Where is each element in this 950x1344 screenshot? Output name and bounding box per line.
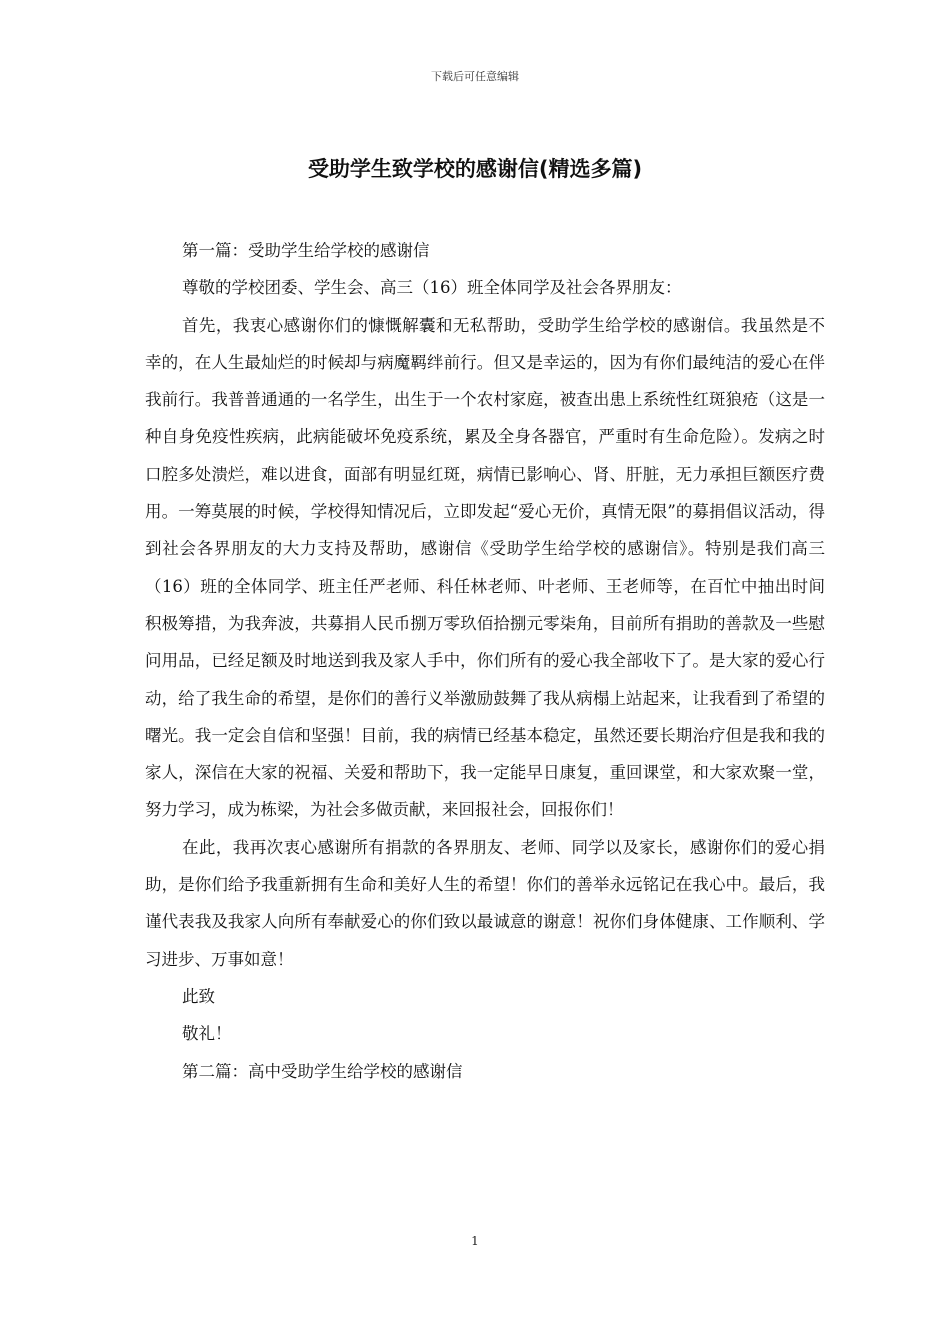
- section-heading-2: 第二篇：高中受助学生给学校的感谢信: [182, 1061, 463, 1081]
- salutation: 尊敬的学校团委、学生会、高三（16）班全体同学及社会各界朋友：: [182, 278, 682, 298]
- header-note: 下载后可任意编辑: [431, 70, 519, 83]
- body-paragraph-1: 首先，我衷心感谢你们的慷慨解囊和无私帮助，受助学生给学校的感谢信。我虽然是不幸的，在人生最灿烂的时候却与病魔羁绊前行。但又是幸运的，因为有你们最纯洁的爱心在伴我前行。我普普通通的一名学生，出生于一个农村家庭，被查出患上系统性红斑狼疮（这是一种自身免疫性疾病，此病能破坏免疫系统，累及全身各器官，严重时有生命危险）。发病之时口腔多处溃烂，难以进食，面部有明显红斑，病情已影响心、肾、肝脏，无力承担巨额医疗费用。一筹莫展的时候，学校得知情况后，立即发起“爱心无价，真情无限”的募捐倡议活动，得到社会各界朋友的大力支持及帮助，感谢信《受助学生给学校的感谢信》。特别是我们高三（16）班的全体同学、班主任严老师、科任林老师、叶老师、王老师等，在百忙中抽出时间积极筹措，为我奔波，共募捐人民币捌万零玖佰拾捌元零柒角，目前所有捐助的善款及一些慰问用品，已经足额及时地送到我及家人手中，你们所有的爱心我全部收下了。是大家的爱心行动，给了我生命的希望，是你们的善行义举激励鼓舞了我从病榻上站起来，让我看到了希望的曙光。我一定会自信和坚强！目前，我的病情已经基本稳定，虽然还要长期治疗但是我和我的家人，深信在大家的祝福、关爱和帮助下，我一定能早日康复，重回课堂，和大家欢聚一堂，努力学习，成为栋梁，为社会多做贡献，来回报社会，回报你们！: [145, 315, 825, 820]
- document-body: [145, 232, 825, 1090]
- closing-line-1: 此致: [182, 986, 215, 1006]
- page-number: 1: [471, 1234, 479, 1248]
- document-title: 受助学生致学校的感谢信(精选多篇): [307, 157, 643, 181]
- section-heading-1: 第一篇：受助学生给学校的感谢信: [182, 241, 430, 260]
- body-paragraph-2: 在此，我再次衷心感谢所有捐款的各界朋友、老师、同学以及家长，感谢你们的爱心捐助，是你们给予我重新拥有生命和美好人生的希望！你们的善举永远铭记在我心中。最后，我谨代表我及我家人向所有奉献爱心的你们致以最诚意的谢意！祝你们身体健康、工作顺利、学习进步、万事如意！: [145, 837, 825, 969]
- closing-line-2: 敬礼！: [182, 1024, 232, 1044]
